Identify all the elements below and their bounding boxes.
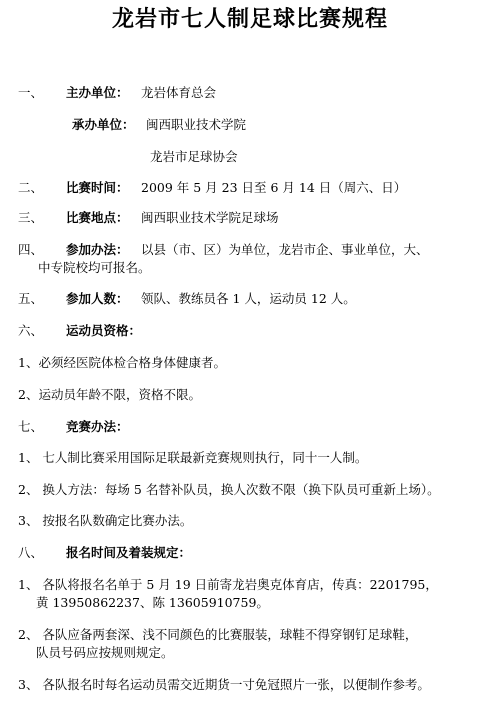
host-label: 主办单位： [66, 85, 129, 100]
organizer-label: 承办单位： [72, 117, 135, 132]
list-item: 2、运动员年龄不限，资格不限。 [18, 387, 201, 402]
list-item: 3、 按报名队数确定比赛办法。 [18, 513, 193, 528]
participants-value: 领队、教练员各 1 人，运动员 12 人。 [141, 291, 356, 306]
list-item-continuation: 队员号码应按规则规定。 [36, 645, 174, 660]
time-value: 2009 年 5 月 23 日至 6 月 14 日（周六、日） [141, 180, 407, 195]
competition-label: 竞赛办法： [66, 419, 129, 434]
method-value-2: 中专院校均可报名。 [38, 260, 151, 275]
section-number: 五、 [18, 291, 44, 306]
venue-label: 比赛地点： [66, 210, 129, 225]
list-item: 2、 换人方法：每场 5 名替补队员，换人次数不限（换下队员可重新上场）。 [18, 482, 440, 497]
section-number: 二、 [18, 180, 44, 195]
eligibility-label: 运动员资格： [66, 323, 142, 338]
organizer-value-1: 闽西职业技术学院 [146, 117, 247, 132]
method-value-1: 以县（市、区）为单位，龙岩市企、事业单位，大、 [141, 242, 429, 257]
registration-label: 报名时间及着装规定： [66, 545, 192, 560]
section-number: 六、 [18, 323, 44, 338]
list-item-continuation: 黄 13950862237、陈 13605910759。 [36, 595, 269, 610]
list-item: 1、 各队将报名名单于 5 月 19 日前寄龙岩奥克体育店，传真：2201795， [18, 577, 438, 592]
venue-value: 闽西职业技术学院足球场 [141, 210, 279, 225]
organizer-value-2: 龙岩市足球协会 [150, 149, 238, 164]
section-number: 四、 [18, 242, 44, 257]
method-label: 参加办法： [66, 242, 129, 257]
time-label: 比赛时间： [66, 180, 129, 195]
document-title: 龙岩市七人制足球比赛规程 [111, 7, 388, 32]
section-number: 三、 [18, 210, 44, 225]
host-value: 龙岩体育总会 [141, 85, 217, 100]
list-item: 1、 七人制比赛采用国际足联最新竞赛规则执行，同十一人制。 [18, 450, 368, 465]
section-number: 七、 [18, 419, 44, 434]
list-item: 2、 各队应备两套深、浅不同颜色的比赛服装，球鞋不得穿钢钉足球鞋， [18, 627, 418, 642]
list-item: 1、必须经医院体检合格身体健康者。 [18, 355, 226, 370]
section-number: 一、 [18, 85, 44, 100]
list-item: 3、 各队报名时每名运动员需交近期货一寸免冠照片一张，以便制作参考。 [18, 677, 430, 692]
participants-label: 参加人数： [66, 291, 129, 306]
section-number: 八、 [18, 545, 44, 560]
